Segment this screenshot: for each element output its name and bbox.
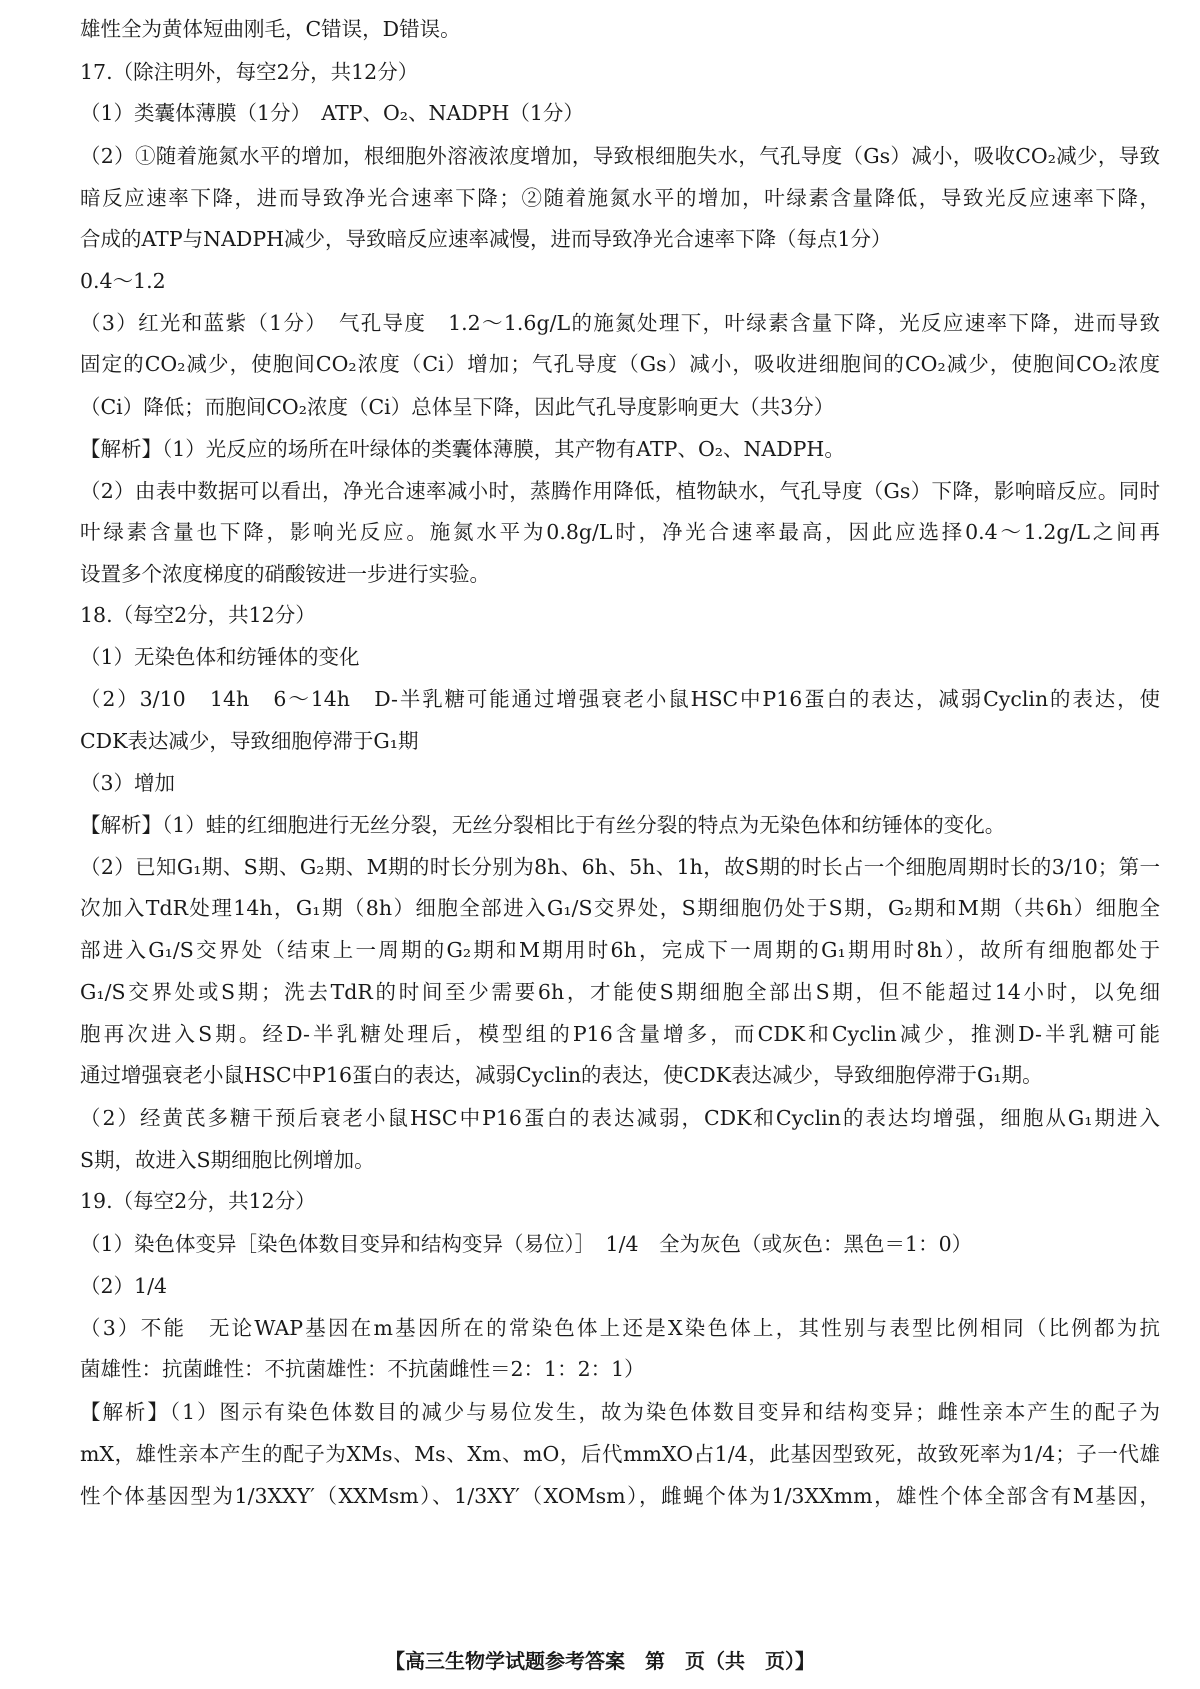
text-line: mX，雄性亲本产生的配子为XMs、Ms、Xm、mO，后代mmXO占1/4，此基因型致死，故致死率为1/4；子一代雄 — [80, 1442, 1160, 1466]
text-line: CDK表达减少，导致细胞停滞于G₁期 — [80, 729, 419, 753]
text-line: （2）由表中数据可以看出，净光合速率减小时，蒸腾作用降低，植物缺水，气孔导度（Gs）下降，影响暗反应。同时 — [80, 479, 1160, 503]
text-line: （2）①随着施氮水平的增加，根细胞外溶液浓度增加，导致根细胞失水，气孔导度（Gs）减小，吸收CO₂减少，导致 — [80, 144, 1160, 168]
text-line: 胞再次进入S期。经D-半乳糖处理后，模型组的P16含量增多，而CDK和Cyclin减少，推测D-半乳糖可能 — [80, 1022, 1160, 1046]
text-line: （2）1/4 — [80, 1274, 168, 1298]
text-line: （2）已知G₁期、S期、G₂期、M期的时长分别为8h、6h、5h、1h，故S期的时长占一个细胞周期时长的3/10；第一 — [80, 855, 1160, 879]
question-17-header: 17.（除注明外，每空2分，共12分） — [80, 60, 419, 84]
analysis-line: 【解析】（1）蛙的红细胞进行无丝分裂，无丝分裂相比于有丝分裂的特点为无染色体和纺锤体的变化。 — [80, 813, 1006, 837]
text-line: （3）不能 无论WAP基因在m基因所在的常染色体上还是X染色体上，其性别与表型比例相同（比例都为抗 — [80, 1316, 1160, 1340]
text-line: 雄性全为黄体短曲刚毛，C错误，D错误。 — [80, 17, 461, 41]
question-19-header: 19.（每空2分，共12分） — [80, 1189, 316, 1213]
text-line: 暗反应速率下降，进而导致净光合速率下降；②随着施氮水平的增加，叶绿素含量降低，导致光反应速率下降， — [80, 186, 1160, 210]
page-footer: 【高三生物学试题参考答案 第 页（共 页）】 — [385, 1649, 815, 1673]
text-line: （3）增加 — [80, 771, 176, 795]
text-line: 次加入TdR处理14h，G₁期（8h）细胞全部进入G₁/S交界处，S期细胞仍处于S期，G₂期和M期（共6h）细胞全 — [80, 896, 1160, 920]
text-line: （1）无染色体和纺锤体的变化 — [80, 645, 360, 669]
text-line: 0.4～1.2 — [80, 269, 166, 293]
question-18-header: 18.（每空2分，共12分） — [80, 603, 316, 627]
text-line: G₁/S交界处或S期；洗去TdR的时间至少需要6h，才能使S期细胞全部出S期，但不能超过14小时，以免细 — [80, 980, 1160, 1004]
text-line: （1）染色体变异［染色体数目变异和结构变异（易位）］ 1/4 全为灰色（或灰色：黑色＝1：0） — [80, 1232, 973, 1256]
text-line: 固定的CO₂减少，使胞间CO₂浓度（Ci）增加；气孔导度（Gs）减小，吸收进细胞间的CO₂减少，使胞间CO₂浓度 — [80, 352, 1160, 376]
text-line: （1）类囊体薄膜（1分） ATP、O₂、NADPH（1分） — [80, 101, 584, 125]
text-line: 部进入G₁/S交界处（结束上一周期的G₂期和M期用时6h，完成下一周期的G₁期用时8h），故所有细胞都处于 — [80, 938, 1160, 962]
text-line: S期，故进入S期细胞比例增加。 — [80, 1148, 375, 1172]
text-line: （Ci）降低；而胞间CO₂浓度（Ci）总体呈下降，因此气孔导度影响更大（共3分） — [80, 395, 835, 419]
text-line: 合成的ATP与NADPH减少，导致暗反应速率减慢，进而导致净光合速率下降（每点1分） — [80, 227, 892, 251]
analysis-line: 【解析】（1）图示有染色体数目的减少与易位发生，故为染色体数目变异和结构变异；雌性亲本产生的配子为 — [80, 1400, 1160, 1424]
text-line: 菌雄性：抗菌雌性：不抗菌雄性：不抗菌雌性＝2：1：2：1） — [80, 1357, 645, 1381]
analysis-line: 【解析】（1）光反应的场所在叶绿体的类囊体薄膜，其产物有ATP、O₂、NADPH。 — [80, 437, 845, 461]
text-line: 设置多个浓度梯度的硝酸铵进一步进行实验。 — [80, 562, 490, 586]
text-line: （3）红光和蓝紫（1分） 气孔导度 1.2～1.6g/L的施氮处理下，叶绿素含量下降，光反应速率下降，进而导致 — [80, 311, 1160, 335]
text-line: （2）经黄芪多糖干预后衰老小鼠HSC中P16蛋白的表达减弱，CDK和Cyclin的表达均增强，细胞从G₁期进入 — [80, 1106, 1160, 1130]
text-line: （2）3/10 14h 6～14h D-半乳糖可能通过增强衰老小鼠HSC中P16蛋白的表达，减弱Cyclin的表达，使 — [80, 687, 1160, 711]
text-line: 通过增强衰老小鼠HSC中P16蛋白的表达，减弱Cyclin的表达，使CDK表达减少，导致细胞停滞于G₁期。 — [80, 1063, 1043, 1087]
text-line: 性个体基因型为1/3XXY′（XXMsm）、1/3XY′（XOMsm），雌蝇个体为1/3XXmm，雄性个体全部含有M基因， — [80, 1484, 1160, 1508]
text-line: 叶绿素含量也下降，影响光反应。施氮水平为0.8g/L时，净光合速率最高，因此应选择0.4～1.2g/L之间再 — [80, 520, 1160, 544]
